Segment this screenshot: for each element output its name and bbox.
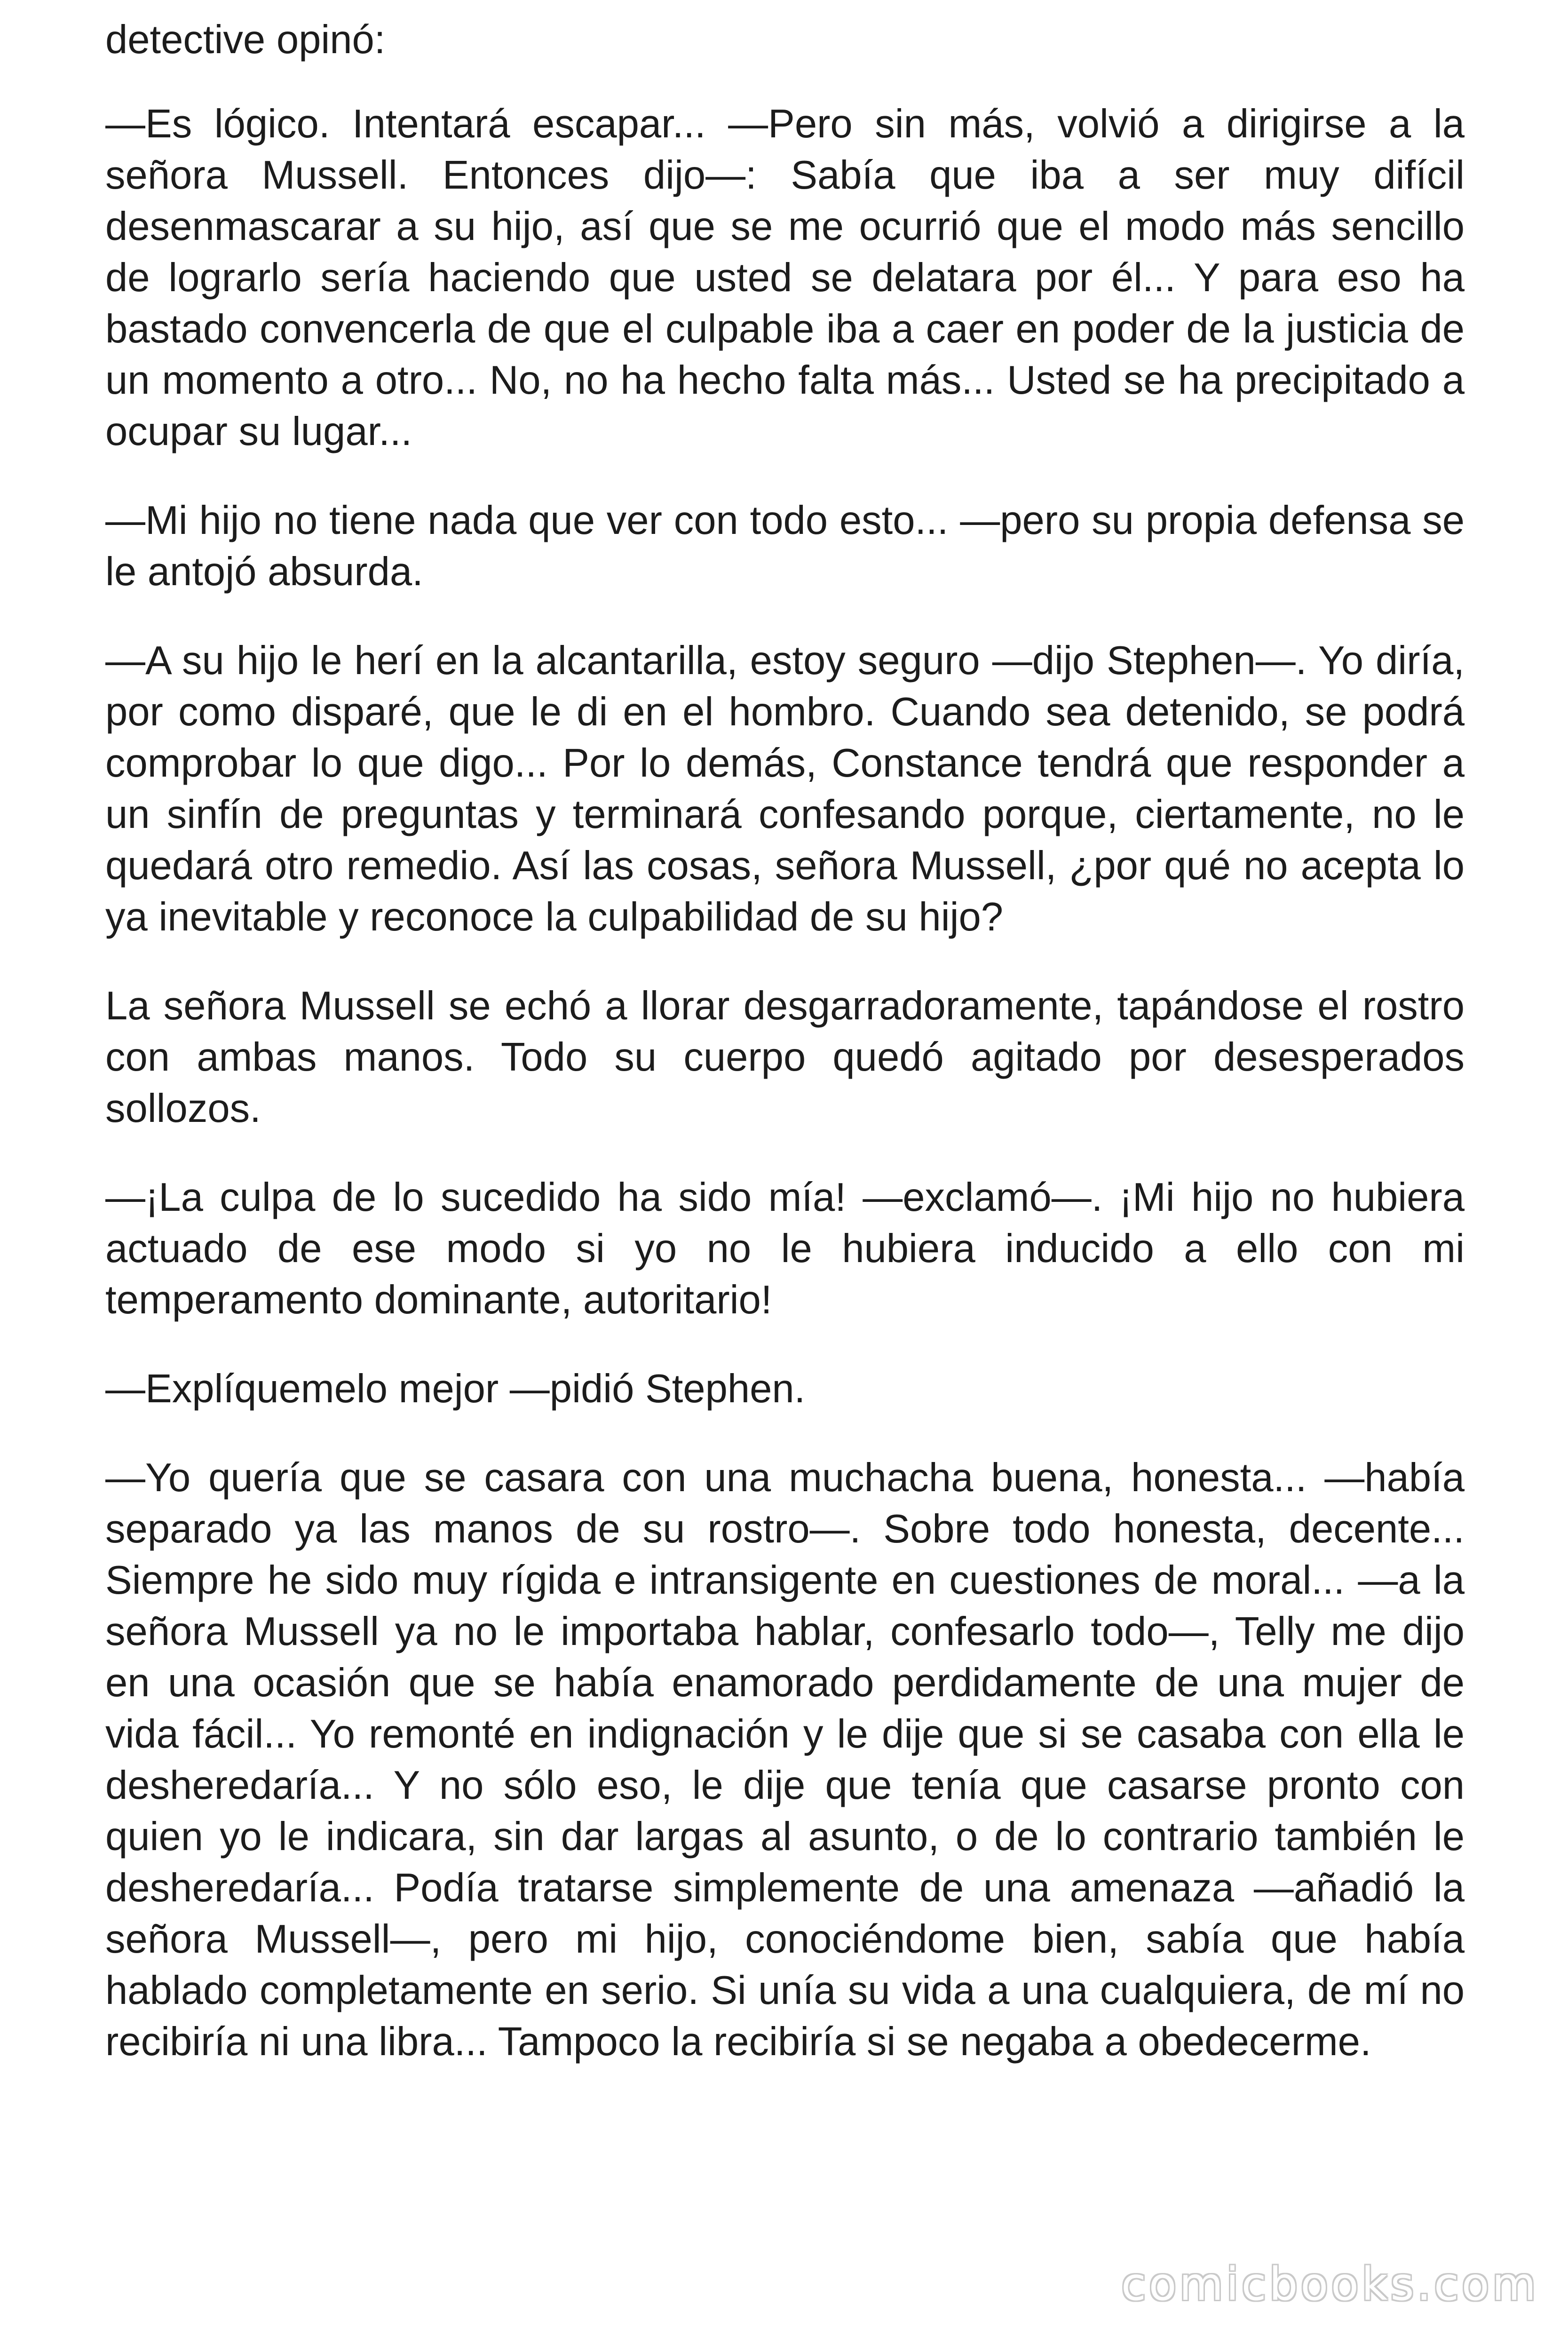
paragraph-5: La señora Mussell se echó a llorar desgarradoramente, tapándose el rostro con ambas manos. Todo su cuerpo quedó agitado por desesperados sollozos. [105, 984, 1465, 1131]
paragraph-1: detective opinó: [105, 17, 386, 62]
watermark: comicbooks.com [1121, 2258, 1539, 2311]
paragraph-6: —¡La culpa de lo sucedido ha sido mía! —exclamó—. ¡Mi hijo no hubiera actuado de ese modo si yo no le hubiera inducido a ello con mi temperamento dominante, autoritario! [105, 1175, 1465, 1322]
paragraph-2: —Es lógico. Intentará escapar... —Pero sin más, volvió a dirigirse a la señora Mussell. Entonces dijo—: Sabía que iba a ser muy difícil desenmascarar a su hijo, así que se me ocurrió que el modo más sencillo de lograrlo sería haciendo que usted se delatara por él... Y para eso ha bastado convencerla de que el culpable iba a caer en poder de la justicia de un momento a otro... No, no ha hecho falta más... Usted se ha precipitado a ocupar su lugar... [105, 102, 1465, 454]
page-text [105, 14, 1465, 2105]
paragraph-7: —Explíquemelo mejor —pidió Stephen. [105, 1367, 806, 1411]
paragraph-3: —Mi hijo no tiene nada que ver con todo esto... —pero su propia defensa se le antojó absurda. [105, 498, 1465, 594]
paragraph-8: —Yo quería que se casara con una muchacha buena, honesta... —había separado ya las manos de su rostro—. Sobre todo honesta, decente... Siempre he sido muy rígida e intransigente en cuestiones de moral... —a la señora Mussell ya no le importaba hablar, confesarlo todo—, Telly me dijo en una ocasión que se había enamorado perdidamente de una mujer de vida fácil... Yo remonté en indignación y le dije que si se casaba con ella le desheredaría... Y no sólo eso, le dije que tenía que casarse pronto con quien yo le indicara, sin dar largas al asunto, o de lo contrario también le desheredaría... Podía tratarse simplemente de una amenaza —añadió la señora Mussell—, pero mi hijo, conociéndome bien, sabía que había hablado completamente en serio. Si unía su vida a una cualquiera, de mí no recibiría ni una libra... Tampoco la recibiría si se negaba a obedecerme. [105, 1455, 1465, 2064]
paragraph-4: —A su hijo le herí en la alcantarilla, estoy seguro —dijo Stephen—. Yo diría, por como disparé, que le di en el hombro. Cuando sea detenido, se podrá comprobar lo que digo... Por lo demás, Constance tendrá que responder a un sinfín de preguntas y terminará confesando porque, ciertamente, no le quedará otro remedio. Así las cosas, señora Mussell, ¿por qué no acepta lo ya inevitable y reconoce la culpabilidad de su hijo? [105, 638, 1465, 939]
